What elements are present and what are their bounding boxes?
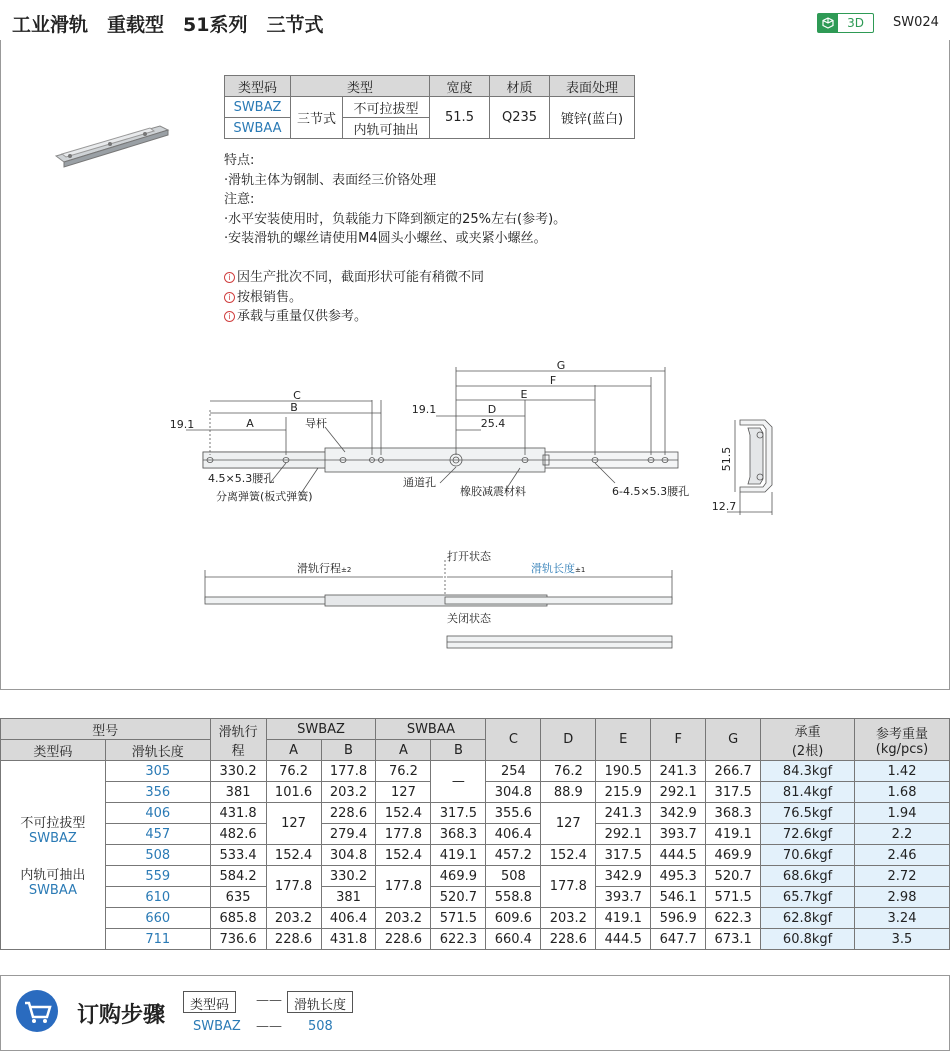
spec-type: 不可拉拔型 <box>343 97 430 118</box>
w-cell: 1.42 <box>855 761 950 782</box>
technical-drawing <box>0 355 950 675</box>
table-row <box>1 824 950 845</box>
th-c: C <box>486 719 541 761</box>
load-cell: 76.5kgf <box>761 803 855 824</box>
dimension-table <box>0 718 950 950</box>
travel-text: 滑轨行程 <box>297 562 341 575</box>
g-cell: 673.1 <box>706 929 761 950</box>
d-cell: 203.2 <box>541 908 596 929</box>
dim-f: F <box>549 374 557 387</box>
th-code: 类型码 <box>1 740 106 761</box>
length-cell: 660 <box>105 908 210 929</box>
e-cell: 190.5 <box>596 761 651 782</box>
za-cell: 101.6 <box>266 782 321 803</box>
ab-cell: 368.3 <box>431 824 486 845</box>
product-image <box>50 118 175 168</box>
g-cell: 469.9 <box>706 845 761 866</box>
travel-cell: 330.2 <box>210 761 266 782</box>
f-cell: 495.3 <box>651 866 706 887</box>
c-cell: 406.4 <box>486 824 541 845</box>
th-weight-sub: (kg/pcs) <box>875 741 929 757</box>
table-row <box>1 929 950 950</box>
th-travel-text: 滑轨行程 <box>218 724 258 759</box>
th-length: 滑轨长度 <box>105 740 210 761</box>
length-cell: 305 <box>105 761 210 782</box>
load-cell: 60.8kgf <box>761 929 855 950</box>
label-slot: 4.5×5.3腰孔 <box>208 472 275 485</box>
warning-item <box>224 268 484 288</box>
spec-header-material: 材质 <box>490 76 550 97</box>
info-icon: i <box>224 272 235 283</box>
zb-cell: 203.2 <box>321 782 376 803</box>
dim-19-1-right: 19.1 <box>411 403 437 416</box>
travel-cell: 533.4 <box>210 845 266 866</box>
dim-19-1-left: 19.1 <box>169 418 195 431</box>
za-cell: 228.6 <box>266 929 321 950</box>
ab-cell: 419.1 <box>431 845 486 866</box>
load-cell: 81.4kgf <box>761 782 855 803</box>
spec-code: SWBAZ <box>225 97 291 118</box>
th-a: A <box>376 740 431 761</box>
th-weight-text: 参考重量 <box>876 726 929 742</box>
d-cell: 88.9 <box>541 782 596 803</box>
ab-cell: 469.9 <box>431 866 486 887</box>
info-icon: i <box>224 311 235 322</box>
th-travel <box>210 719 266 761</box>
length-cell: 356 <box>105 782 210 803</box>
za-cell: 203.2 <box>266 908 321 929</box>
zb-cell: 228.6 <box>321 803 376 824</box>
g-cell: 266.7 <box>706 761 761 782</box>
order-separator: —— <box>256 1019 282 1034</box>
c-cell: 558.8 <box>486 887 541 908</box>
e-cell: 393.7 <box>596 887 651 908</box>
length-cell: 610 <box>105 887 210 908</box>
table-row <box>1 866 950 887</box>
w-cell: 1.68 <box>855 782 950 803</box>
type-code: SWBAA <box>28 883 78 898</box>
e-cell: 317.5 <box>596 845 651 866</box>
order-box-code: 类型码 <box>183 991 236 1013</box>
order-separator: —— <box>256 993 282 1008</box>
travel-cell: 685.8 <box>210 908 266 929</box>
f-cell: 647.7 <box>651 929 706 950</box>
f-cell: 342.9 <box>651 803 706 824</box>
load-cell: 62.8kgf <box>761 908 855 929</box>
c-cell: 304.8 <box>486 782 541 803</box>
zb-cell: 279.4 <box>321 824 376 845</box>
load-cell: 72.6kgf <box>761 824 855 845</box>
th-model: 型号 <box>1 719 211 740</box>
length-tolerance: ±1 <box>575 566 586 574</box>
label-length <box>531 561 585 575</box>
spec-surface: 镀锌(蓝白) <box>550 97 635 139</box>
ab-cell: 520.7 <box>431 887 486 908</box>
w-cell: 2.2 <box>855 824 950 845</box>
dim-g: G <box>556 359 566 372</box>
features-block <box>224 151 566 249</box>
spec-header-surface: 表面处理 <box>550 76 635 97</box>
travel-cell: 736.6 <box>210 929 266 950</box>
length-cell: 508 <box>105 845 210 866</box>
th-load <box>761 719 855 761</box>
table-row <box>1 803 950 824</box>
product-code: SW024 <box>893 15 939 30</box>
w-cell: 2.72 <box>855 866 950 887</box>
label-spring: 分离弹簧(板式弹簧) <box>216 490 313 503</box>
warning-text: 因生产批次不同，截面形状可能有稍微不同 <box>237 270 485 285</box>
spec-width: 51.5 <box>430 97 490 139</box>
zb-cell: 406.4 <box>321 908 376 929</box>
load-cell: 70.6kgf <box>761 845 855 866</box>
zb-cell: 177.8 <box>321 761 376 782</box>
g-cell: 571.5 <box>706 887 761 908</box>
za-cell: 152.4 <box>266 845 321 866</box>
th-swbaz: SWBAZ <box>266 719 376 740</box>
e-cell: 292.1 <box>596 824 651 845</box>
za-cell: 177.8 <box>266 866 321 908</box>
w-cell: 2.46 <box>855 845 950 866</box>
length-cell: 457 <box>105 824 210 845</box>
e-cell: 215.9 <box>596 782 651 803</box>
label-guide: 导杆 <box>305 417 327 430</box>
ab-cell: 622.3 <box>431 929 486 950</box>
type-code-cell <box>1 761 106 950</box>
travel-cell: 431.8 <box>210 803 266 824</box>
g-cell: 419.1 <box>706 824 761 845</box>
f-cell: 241.3 <box>651 761 706 782</box>
cube-icon <box>818 14 838 32</box>
th-g: G <box>706 719 761 761</box>
order-example-code: SWBAZ <box>193 1019 241 1034</box>
th-load-text: 承重 <box>794 724 821 740</box>
f-cell: 546.1 <box>651 887 706 908</box>
aa-cell: 127 <box>376 782 431 803</box>
spec-table <box>224 75 635 139</box>
w-cell: 2.98 <box>855 887 950 908</box>
th-b: B <box>321 740 376 761</box>
dim-d: D <box>487 403 497 416</box>
order-example-length: 508 <box>308 1019 333 1034</box>
dim-c: C <box>293 389 301 402</box>
aa-cell: 152.4 <box>376 803 431 824</box>
aa-cell: 152.4 <box>376 845 431 866</box>
table-row <box>1 761 950 782</box>
label-travel <box>297 561 351 575</box>
aa-cell: 203.2 <box>376 908 431 929</box>
length-text: 滑轨长度 <box>531 562 575 575</box>
label-slot-6: 6-4.5×5.3腰孔 <box>612 485 690 498</box>
length-cell: 711 <box>105 929 210 950</box>
aa-cell: 177.8 <box>376 866 431 908</box>
d-cell: 76.2 <box>541 761 596 782</box>
ab-cell: 317.5 <box>431 803 486 824</box>
c-cell: 457.2 <box>486 845 541 866</box>
load-cell: 65.7kgf <box>761 887 855 908</box>
w-cell: 3.24 <box>855 908 950 929</box>
note-item: ·安装滑轨的螺丝请使用M4圆头小螺丝、或夹紧小螺丝。 <box>224 231 547 246</box>
dim-a: A <box>246 417 254 430</box>
d-cell: 177.8 <box>541 866 596 908</box>
warning-text: 按根销售。 <box>237 289 303 305</box>
order-box-length: 滑轨长度 <box>287 991 353 1013</box>
spec-material: Q235 <box>490 97 550 139</box>
th-d: D <box>541 719 596 761</box>
travel-cell: 482.6 <box>210 824 266 845</box>
g-cell: 622.3 <box>706 908 761 929</box>
load-cell: 84.3kgf <box>761 761 855 782</box>
table-row <box>1 908 950 929</box>
f-cell: 444.5 <box>651 845 706 866</box>
badge-3d-label: 3D <box>847 16 864 30</box>
3d-model-button[interactable] <box>817 13 874 33</box>
info-icon: i <box>224 292 235 303</box>
label-through-hole: 通道孔 <box>403 476 436 489</box>
g-cell: 368.3 <box>706 803 761 824</box>
f-cell: 393.7 <box>651 824 706 845</box>
zb-cell: 431.8 <box>321 929 376 950</box>
c-cell: 508 <box>486 866 541 887</box>
label-open-state: 打开状态 <box>447 550 491 563</box>
th-swbaa: SWBAA <box>376 719 486 740</box>
notes-title: 注意: <box>224 192 255 207</box>
e-cell: 419.1 <box>596 908 651 929</box>
note-item: ·水平安装使用时，负载能力下降到额定的25%左右(参考)。 <box>224 211 567 227</box>
warning-item <box>224 288 484 308</box>
f-cell: 596.9 <box>651 908 706 929</box>
c-cell: 355.6 <box>486 803 541 824</box>
travel-cell: 584.2 <box>210 866 266 887</box>
label-rubber: 橡胶减震材料 <box>460 485 526 498</box>
c-cell: 660.4 <box>486 929 541 950</box>
aa-cell: 76.2 <box>376 761 431 782</box>
feature-item: ·滑轨主体为钢制、表面经三价铬处理 <box>224 172 437 188</box>
w-cell: 3.5 <box>855 929 950 950</box>
f-cell: 292.1 <box>651 782 706 803</box>
cart-icon <box>16 990 58 1032</box>
aa-cell: 177.8 <box>376 824 431 845</box>
spec-header-width: 宽度 <box>430 76 490 97</box>
ab-cell: 571.5 <box>431 908 486 929</box>
warnings-block <box>224 268 484 327</box>
label-closed-state: 关闭状态 <box>447 612 491 625</box>
aa-cell: 228.6 <box>376 929 431 950</box>
d-cell: 127 <box>541 803 596 845</box>
th-load-sub: (2根) <box>791 743 824 759</box>
spec-header-code: 类型码 <box>225 76 291 97</box>
th-a: A <box>266 740 321 761</box>
order-title: 订购步骤 <box>77 1003 166 1028</box>
th-weight <box>855 719 950 761</box>
spec-header-type: 类型 <box>291 76 430 97</box>
load-cell: 68.6kgf <box>761 866 855 887</box>
table-row <box>1 845 950 866</box>
e-cell: 444.5 <box>596 929 651 950</box>
length-cell: 559 <box>105 866 210 887</box>
features-title: 特点: <box>224 153 255 168</box>
zb-cell: 381 <box>321 887 376 908</box>
dim-51-5: 51.5 <box>720 446 733 472</box>
c-cell: 254 <box>486 761 541 782</box>
type-name: 不可拉拔型 <box>20 816 86 831</box>
dim-25-4: 25.4 <box>480 417 506 430</box>
dim-b: B <box>290 401 298 414</box>
ab-cell: — <box>431 761 486 803</box>
d-cell: 152.4 <box>541 845 596 866</box>
page-title: 工业滑轨 重载型 51系列 三节式 <box>12 14 324 36</box>
spec-type: 内轨可抽出 <box>343 118 430 139</box>
th-b: B <box>431 740 486 761</box>
e-cell: 342.9 <box>596 866 651 887</box>
spec-type-group: 三节式 <box>291 97 343 139</box>
w-cell: 1.94 <box>855 803 950 824</box>
c-cell: 609.6 <box>486 908 541 929</box>
warning-item <box>224 307 484 327</box>
length-cell: 406 <box>105 803 210 824</box>
zb-cell: 330.2 <box>321 866 376 887</box>
g-cell: 317.5 <box>706 782 761 803</box>
th-f: F <box>651 719 706 761</box>
th-e: E <box>596 719 651 761</box>
dim-12-7: 12.7 <box>711 500 737 513</box>
travel-tolerance: ±2 <box>341 566 352 574</box>
za-cell: 127 <box>266 803 321 845</box>
g-cell: 520.7 <box>706 866 761 887</box>
type-name: 内轨可抽出 <box>20 868 86 883</box>
dim-e: E <box>520 388 528 401</box>
travel-cell: 381 <box>210 782 266 803</box>
d-cell: 228.6 <box>541 929 596 950</box>
travel-cell: 635 <box>210 887 266 908</box>
e-cell: 241.3 <box>596 803 651 824</box>
table-row <box>1 887 950 908</box>
za-cell: 76.2 <box>266 761 321 782</box>
zb-cell: 304.8 <box>321 845 376 866</box>
spec-code: SWBAA <box>225 118 291 139</box>
type-code: SWBAZ <box>29 831 77 846</box>
warning-text: 承载与重量仅供参考。 <box>237 309 368 324</box>
